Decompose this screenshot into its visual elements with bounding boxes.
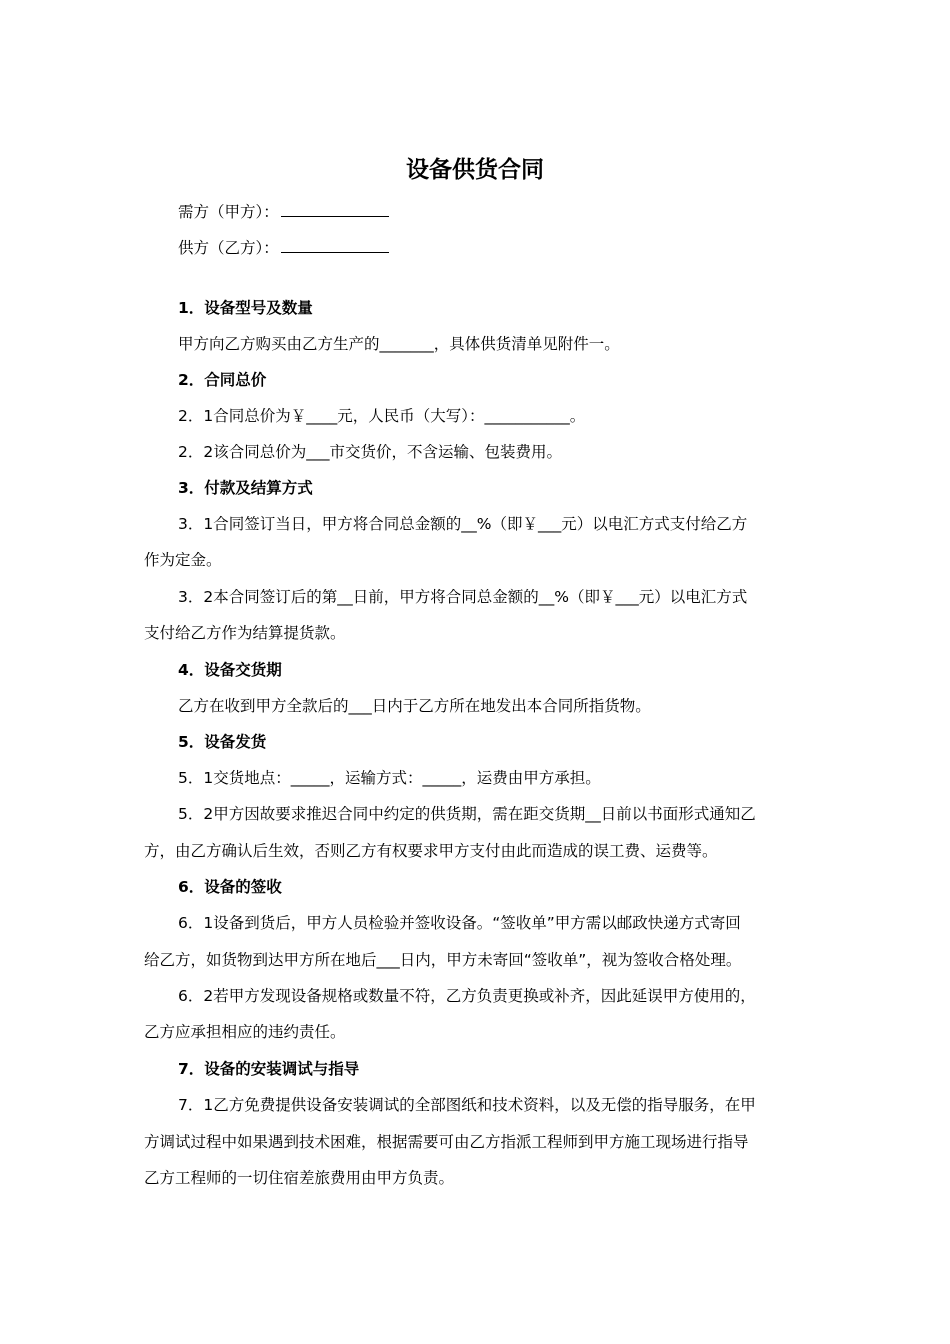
clause-6-1-line-2: 给乙方，如货物到达甲方所在地后___日内，甲方未寄回“签收单”，视为签收合格处理。 [144, 951, 742, 969]
seller-blank [281, 235, 389, 253]
section-5-heading: 5．设备发货 [178, 733, 267, 751]
clause-7-1-line-2: 方调试过程中如果遇到技术困难，根据需要可由乙方指派工程师到甲方施工现场进行指导 [144, 1133, 749, 1151]
clause-6-1-line-1: 6．1设备到货后，甲方人员检验并签收设备。“签收单”甲方需以邮政快递方式寄回 [178, 914, 741, 932]
section-3-heading: 3．付款及结算方式 [178, 479, 313, 497]
section-1-paragraph: 甲方向乙方购买由乙方生产的_______，具体供货清单见附件一。 [178, 335, 620, 353]
clause-6-2-line-2: 乙方应承担相应的违约责任。 [144, 1023, 346, 1041]
seller-label: 供方（乙方）： [178, 239, 279, 257]
section-6-heading: 6．设备的签收 [178, 878, 282, 896]
clause-7-1-line-1: 7．1乙方免费提供设备安装调试的全部图纸和技术资料，以及无偿的指导服务，在甲 [178, 1096, 756, 1114]
seller-line [178, 235, 389, 260]
clause-7-1-line-3: 乙方工程师的一切住宿差旅费用由甲方负责。 [144, 1169, 455, 1187]
buyer-label: 需方（甲方）： [178, 203, 279, 221]
section-4-heading: 4．设备交货期 [178, 661, 282, 679]
clause-3-1-line-1: 3．1合同签订当日，甲方将合同总金额的__%（即￥___元）以电汇方式支付给乙方 [178, 515, 748, 533]
section-2-heading: 2．合同总价 [178, 371, 267, 389]
section-7-heading: 7．设备的安装调试与指导 [178, 1060, 360, 1078]
clause-5-2-line-1: 5．2甲方因故要求推迟合同中约定的供货期，需在距交货期__日前以书面形式通知乙 [178, 805, 756, 823]
clause-3-2-line-1: 3．2本合同签订后的第__日前，甲方将合同总金额的__%（即￥___元）以电汇方式 [178, 588, 748, 606]
clause-6-2-line-1: 6．2若甲方发现设备规格或数量不符，乙方负责更换或补齐，因此延误甲方使用的， [178, 987, 756, 1005]
document-title: 设备供货合同 [406, 157, 544, 183]
clause-5-1: 5．1交货地点：_____，运输方式：_____，运费由甲方承担。 [178, 769, 601, 787]
section-1-heading: 1．设备型号及数量 [178, 299, 313, 317]
buyer-blank [281, 199, 389, 217]
buyer-line [178, 199, 389, 224]
section-4-paragraph: 乙方在收到甲方全款后的___日内于乙方所在地发出本合同所指货物。 [178, 697, 651, 715]
clause-2-1: 2．1合同总价为￥____元，人民币（大写）：___________。 [178, 407, 586, 425]
clause-3-1-line-2: 作为定金。 [144, 551, 222, 569]
clause-2-2: 2．2该合同总价为___市交货价，不含运输、包装费用。 [178, 443, 562, 461]
clause-3-2-line-2: 支付给乙方作为结算提货款。 [144, 624, 346, 642]
clause-5-2-line-2: 方，由乙方确认后生效，否则乙方有权要求甲方支付由此而造成的误工费、运费等。 [144, 842, 718, 860]
